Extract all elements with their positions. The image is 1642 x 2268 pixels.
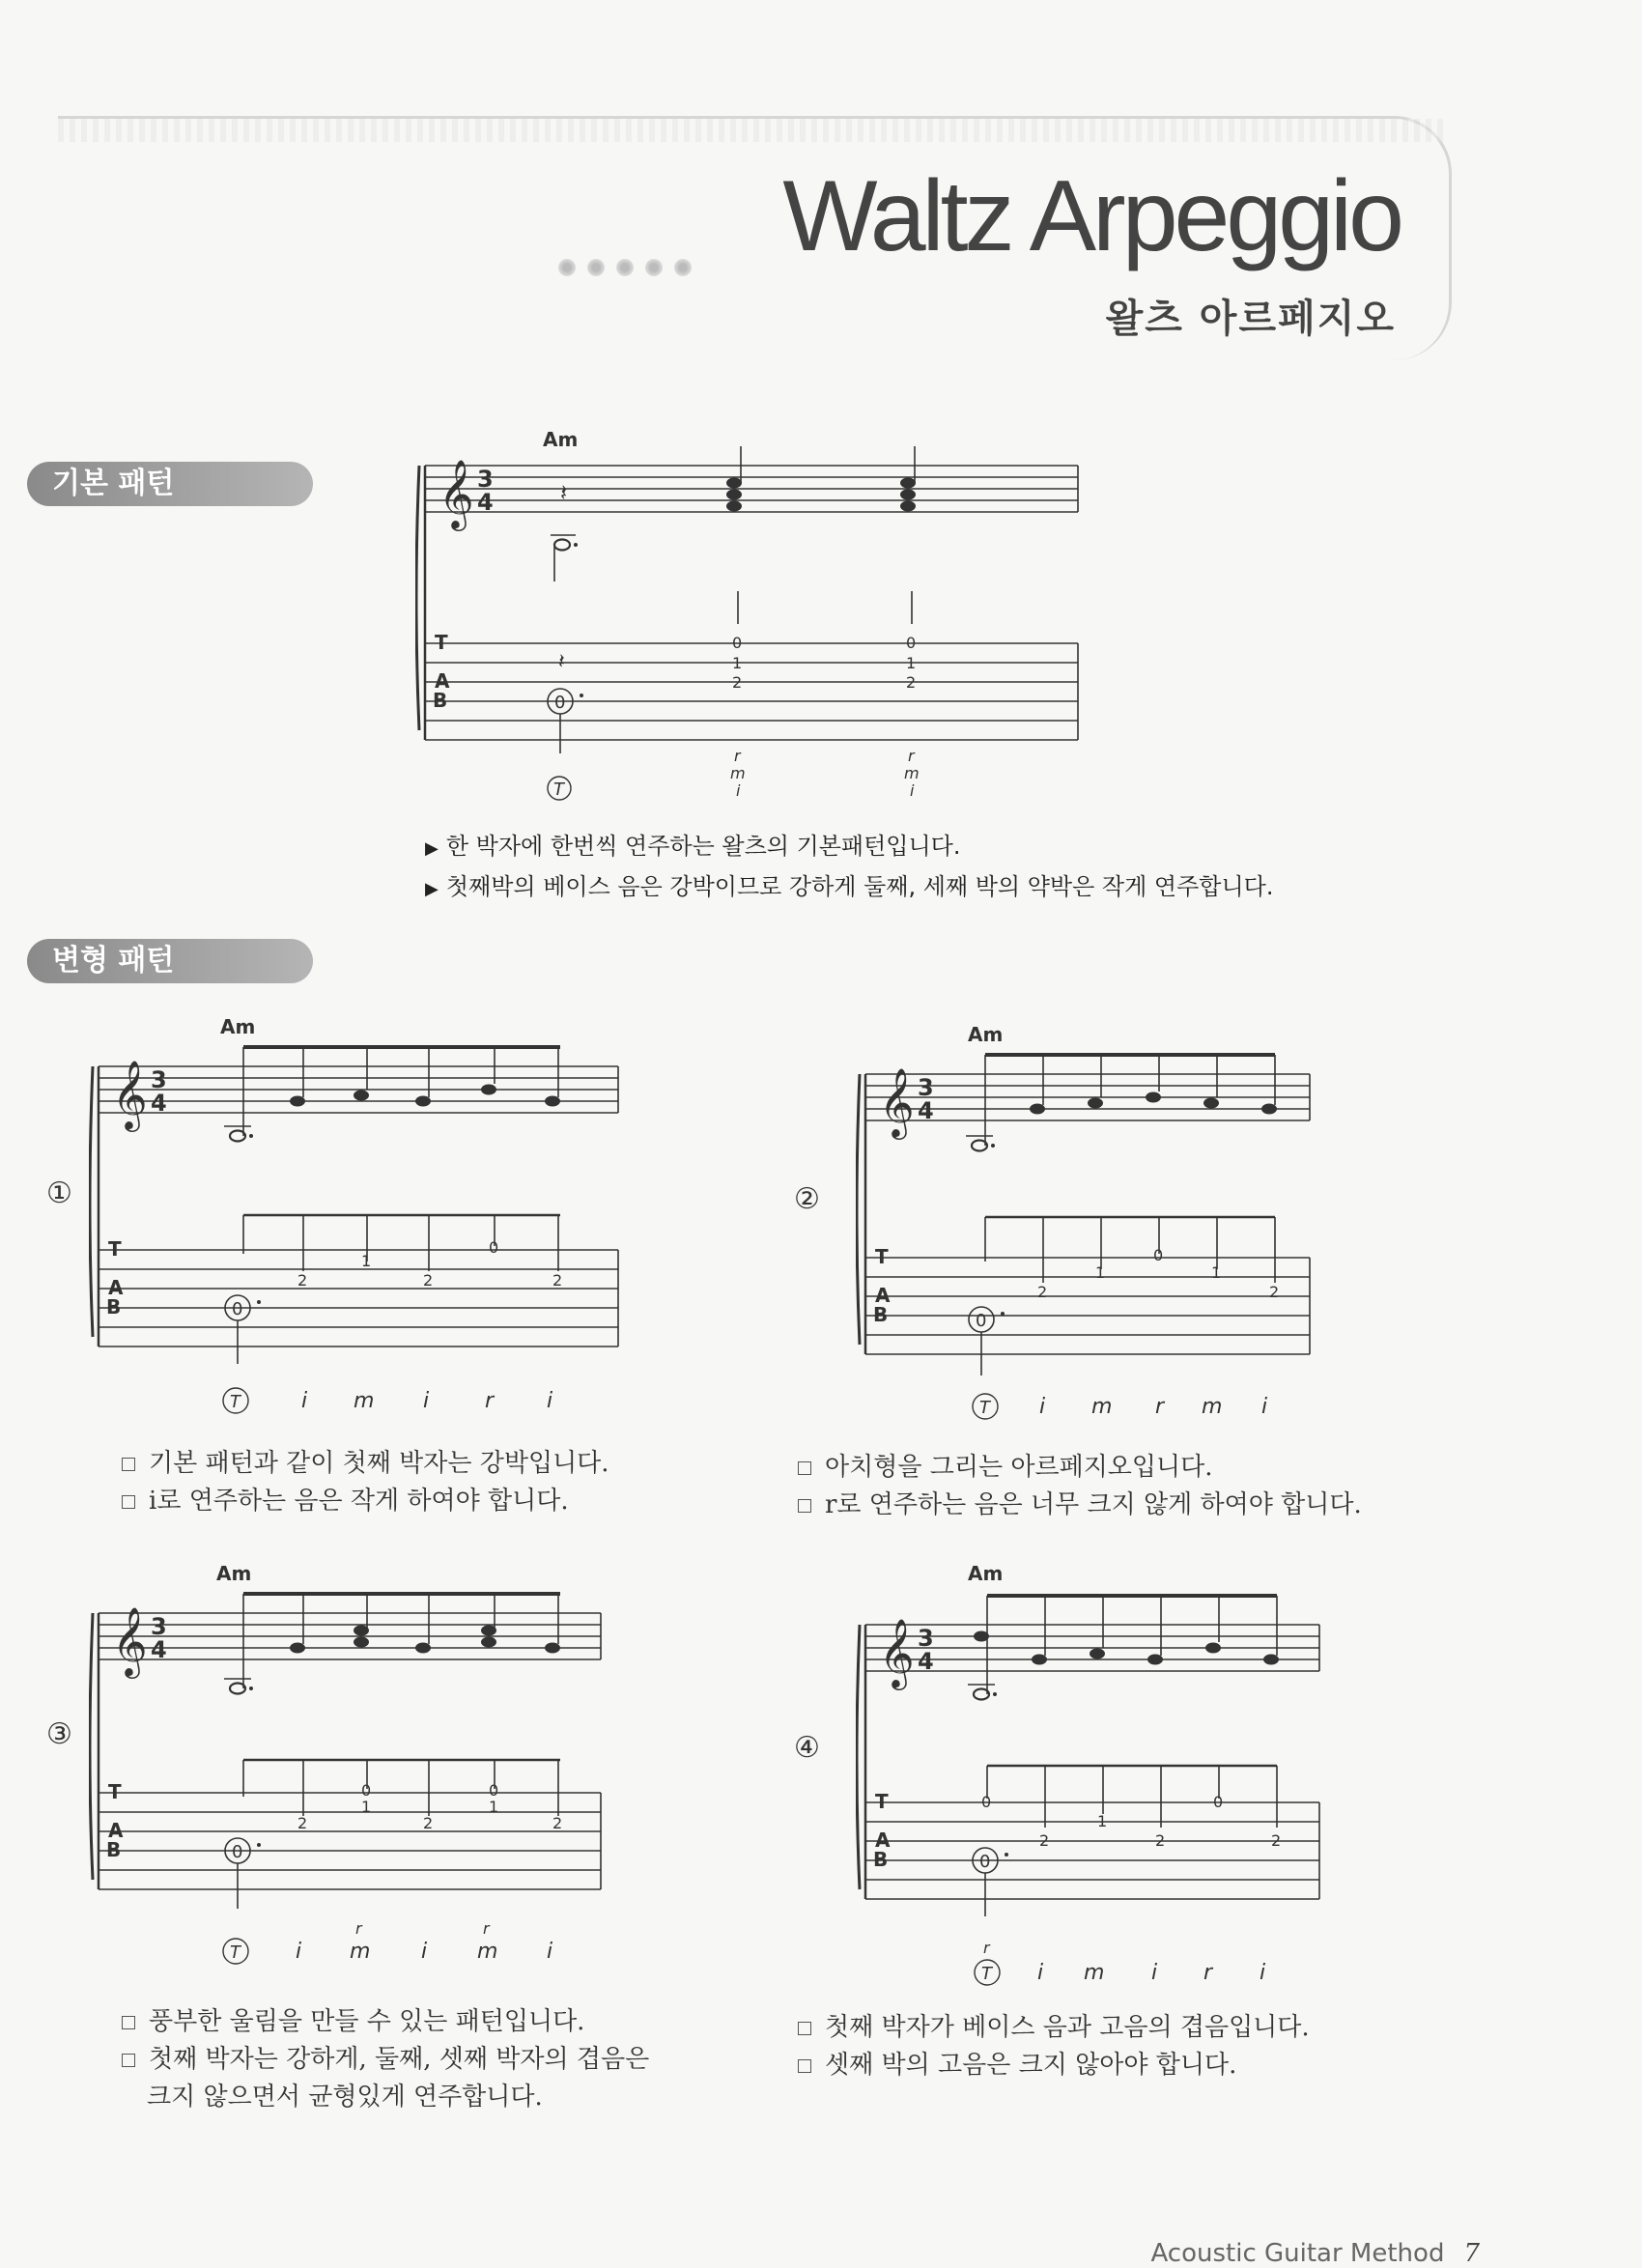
svg-text:B: B [433,689,448,712]
svg-text:0: 0 [1153,1246,1164,1264]
svg-text:B: B [873,1303,889,1326]
svg-text:2: 2 [297,1271,308,1290]
svg-text:𝄞: 𝄞 [112,1605,148,1676]
svg-text:i: i [547,1389,553,1413]
chord-symbol: Am [968,1023,1004,1046]
svg-text:0: 0 [732,634,743,652]
svg-text:0: 0 [976,1311,987,1331]
pattern-number: ① [46,1177,72,1210]
svg-text:1: 1 [906,654,917,672]
svg-text:A: A [435,669,450,693]
svg-text:m: m [730,764,746,782]
svg-text:T: T [875,1790,889,1813]
section-label-basic: 기본 패턴 [27,462,313,506]
svg-text:2: 2 [1271,1831,1282,1850]
svg-text:𝄽: 𝄽 [558,650,565,674]
chord-symbol: Am [543,428,579,451]
svg-text:3: 3 [151,1066,167,1093]
pattern-3-score [89,1559,610,1965]
svg-text:B: B [873,1848,889,1871]
svg-text:i: i [1037,1961,1044,1985]
pattern-number: ④ [794,1731,820,1765]
svg-text:1: 1 [361,1798,372,1816]
svg-text:r: r [355,1919,362,1938]
svg-text:2: 2 [552,1271,563,1290]
svg-text:𝄞: 𝄞 [439,458,474,528]
svg-text:A: A [108,1276,124,1299]
svg-text:i: i [736,781,741,800]
svg-text:𝄞: 𝄞 [879,1617,915,1687]
svg-text:r: r [485,1389,495,1413]
svg-text:3: 3 [151,1613,167,1640]
svg-text:i: i [423,1389,430,1413]
chord-symbol: Am [220,1015,256,1038]
svg-text:4: 4 [477,489,494,516]
svg-text:r: r [1203,1961,1213,1985]
pattern-number: ③ [46,1717,72,1751]
svg-text:m: m [350,1940,371,1964]
svg-text:4: 4 [151,1636,167,1663]
svg-text:B: B [106,1838,122,1861]
svg-text:T: T [981,1964,992,1984]
svg-text:A: A [108,1819,124,1842]
svg-text:A: A [875,1284,891,1307]
svg-text:2: 2 [732,673,743,692]
svg-text:i: i [296,1940,302,1964]
pattern-1-fingering [212,1381,599,1420]
svg-text:𝄞: 𝄞 [879,1066,915,1137]
svg-text:2: 2 [1269,1283,1280,1301]
svg-text:𝄽: 𝄽 [560,479,568,506]
svg-text:3: 3 [918,1074,934,1101]
svg-text:0: 0 [981,1793,992,1811]
pattern-2-score [856,1020,1319,1426]
svg-text:0: 0 [554,693,566,713]
svg-text:T: T [230,1942,241,1963]
svg-text:4: 4 [918,1097,934,1124]
svg-text:T: T [108,1780,122,1803]
svg-text:r: r [983,1939,990,1957]
svg-text:m: m [1084,1961,1105,1985]
basic-note-2: ▶ 첫째박의 베이스 음은 강박이므로 강하게 둘째, 세째 박의 약박은 작게 연주합니다. [425,873,1274,900]
svg-text:2: 2 [423,1814,434,1832]
svg-text:1: 1 [1211,1263,1222,1282]
svg-text:i: i [1151,1961,1158,1985]
svg-text:4: 4 [918,1648,934,1675]
svg-text:2: 2 [1039,1831,1050,1850]
decor-dot [558,259,576,276]
svg-text:𝄞: 𝄞 [112,1059,148,1129]
svg-text:T: T [230,1392,241,1412]
svg-text:T: T [553,780,564,800]
svg-text:r: r [483,1919,490,1938]
svg-text:0: 0 [979,1852,991,1872]
svg-text:i: i [1260,1961,1266,1985]
pattern-3-description: 풍부한 울림을 만들 수 있는 패턴입니다. 첫째 박자는 강하게, 둘째, 셋째 박자의 겹음은 크지 않으면서 균형있게 연주합니다. [122,2003,649,2116]
svg-text:i: i [547,1940,553,1964]
svg-text:0: 0 [489,1781,499,1800]
svg-text:2: 2 [906,673,917,692]
svg-text:1: 1 [732,654,743,672]
svg-text:i: i [1261,1395,1268,1419]
svg-text:T: T [435,631,448,654]
svg-text:4: 4 [151,1090,167,1117]
svg-text:i: i [421,1940,428,1964]
svg-text:m: m [904,764,920,782]
svg-text:0: 0 [232,1299,243,1319]
svg-text:0: 0 [906,634,917,652]
pattern-4-fingering [970,1936,1298,1994]
svg-text:2: 2 [1037,1283,1048,1301]
svg-text:1: 1 [1097,1812,1108,1830]
svg-text:1: 1 [1095,1263,1106,1282]
decor-dot [587,259,605,276]
page-number: 7 [1463,2239,1480,2268]
svg-text:0: 0 [232,1842,243,1862]
svg-text:m: m [477,1940,498,1964]
svg-text:1: 1 [361,1252,372,1270]
svg-text:i: i [301,1389,308,1413]
svg-text:3: 3 [477,466,494,493]
pattern-4-score [856,1559,1329,1965]
section-label-variation: 변형 패턴 [27,939,313,983]
page-title: Waltz Arpeggio [782,160,1401,272]
svg-text:i: i [910,781,915,800]
svg-text:2: 2 [1155,1831,1166,1850]
svg-text:A: A [875,1829,891,1852]
basic-pattern-score [415,425,1091,811]
svg-text:B: B [106,1295,122,1318]
pattern-2-fingering [962,1387,1310,1426]
svg-text:3: 3 [918,1625,934,1652]
svg-text:i: i [1039,1395,1046,1419]
decor-dot [645,259,663,276]
svg-text:m: m [1091,1395,1113,1419]
svg-text:T: T [875,1245,889,1268]
pattern-4-description: 첫째 박자가 베이스 음과 고음의 겹음입니다. 셋째 박의 고음은 크지 않아야 합니다. [798,2009,1310,2084]
pattern-3-fingering [216,1916,583,1974]
svg-text:2: 2 [297,1814,308,1832]
svg-text:0: 0 [361,1781,372,1800]
page-subtitle: 왈츠 아르페지오 [1105,297,1396,341]
svg-text:r: r [734,747,741,765]
book-title: Acoustic Guitar Method [1150,2239,1445,2268]
svg-text:0: 0 [489,1238,499,1257]
svg-text:m: m [354,1389,375,1413]
decor-dot [674,259,692,276]
decor-dot [616,259,634,276]
pattern-2-description: 아치형을 그리는 아르페지오입니다. r로 연주하는 음은 너무 크지 않게 하여야 합니다. [798,1449,1362,1524]
svg-text:r: r [1155,1395,1165,1419]
title-dots [558,259,692,276]
svg-text:T: T [108,1237,122,1261]
pattern-1-description: 기본 패턴과 같이 첫째 박자는 강박입니다. i로 연주하는 음은 작게 하여야 합니다. [122,1445,609,1520]
svg-text:2: 2 [423,1271,434,1290]
svg-text:1: 1 [489,1798,499,1816]
pattern-number: ② [794,1182,820,1216]
svg-text:T: T [979,1398,990,1418]
chord-symbol: Am [216,1562,252,1585]
svg-text:0: 0 [1213,1793,1224,1811]
pattern-1-score [89,1012,630,1418]
svg-text:m: m [1202,1395,1223,1419]
page-footer [1150,2239,1480,2268]
svg-text:2: 2 [552,1814,563,1832]
chord-symbol: Am [968,1562,1004,1585]
svg-text:r: r [908,747,915,765]
basic-note-1: ▶ 한 박자에 한번씩 연주하는 왈츠의 기본패턴입니다. [425,833,961,860]
